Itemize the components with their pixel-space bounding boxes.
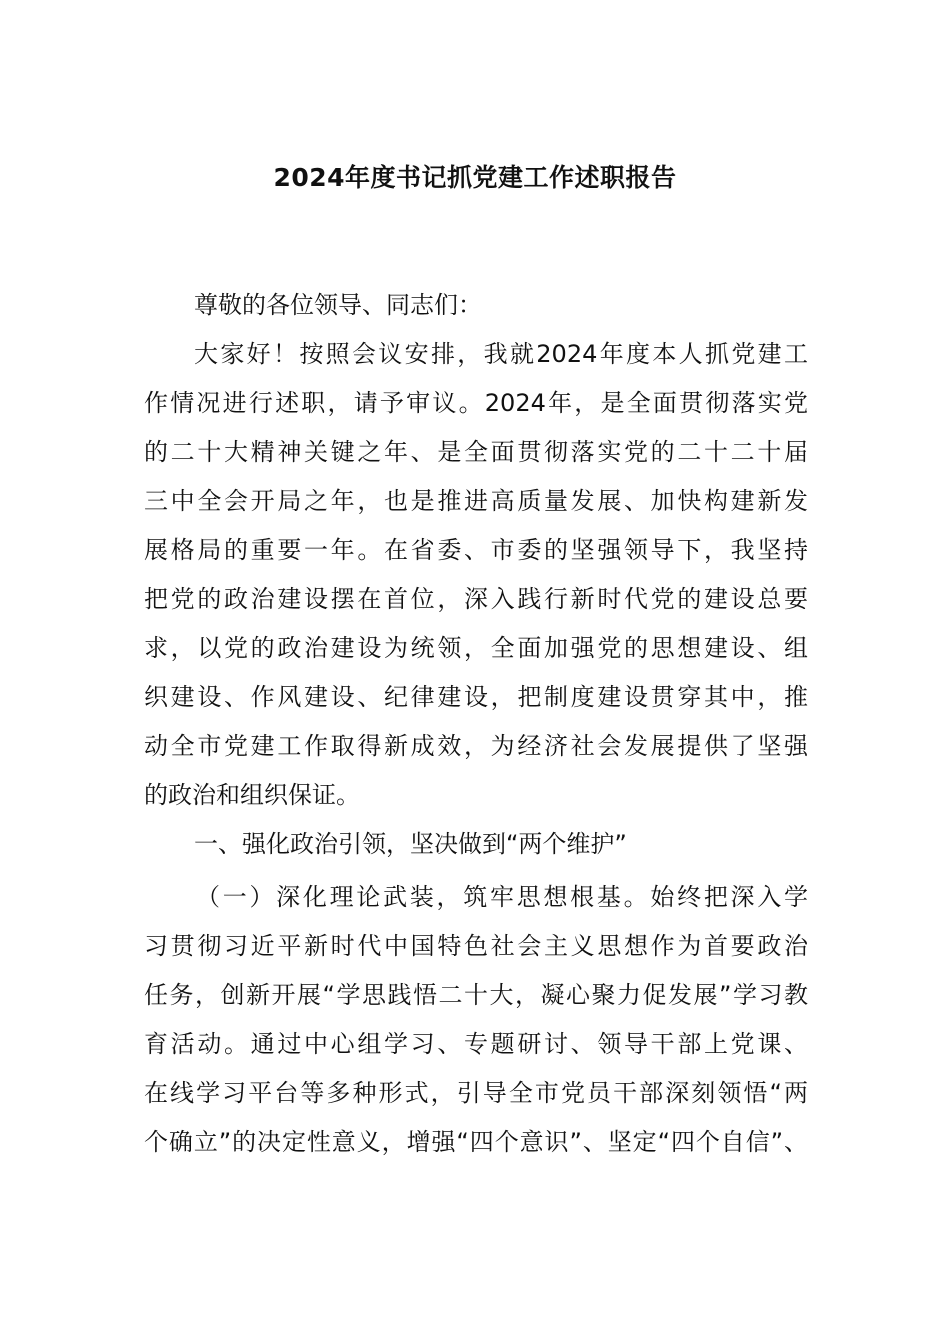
paragraph-line: 三中全会开局之年，也是推进高质量发展、加快构建新发: [144, 487, 808, 515]
paragraph-line: 育活动。通过中心组学习、专题研讨、领导干部上党课、: [144, 1030, 808, 1058]
paragraph-line: 的二十大精神关键之年、是全面贯彻落实党的二十二十届: [144, 438, 808, 466]
paragraph-line: 习贯彻习近平新时代中国特色社会主义思想作为首要政治: [144, 932, 808, 960]
section-heading: 一、强化政治引领，坚决做到“两个维护”: [194, 830, 627, 858]
paragraph-line: 个确立”的决定性意义，增强“四个意识”、坚定“四个自信”、: [144, 1128, 808, 1156]
paragraph-line: 任务，创新开展“学思践悟二十大，凝心聚力促发展”学习教: [144, 981, 808, 1009]
paragraph-line: 把党的政治建设摆在首位，深入践行新时代党的建设总要: [144, 585, 808, 613]
paragraph-line: 求，以党的政治建设为统领，全面加强党的思想建设、组: [144, 634, 808, 662]
paragraph-line: 展格局的重要一年。在省委、市委的坚强领导下，我坚持: [144, 536, 808, 564]
paragraph-line: 大家好！按照会议安排，我就2024年度本人抓党建工: [194, 340, 808, 368]
paragraph-line: 织建设、作风建设、纪律建设，把制度建设贯穿其中，推: [144, 683, 808, 711]
salutation-line: 尊敬的各位领导、同志们：: [194, 291, 482, 319]
subsection-line: （一）深化理论武装，筑牢思想根基。始终把深入学: [196, 883, 808, 911]
paragraph-line: 在线学习平台等多种形式，引导全市党员干部深刻领悟“两: [144, 1079, 808, 1107]
paragraph-line: 的政治和组织保证。: [144, 781, 360, 809]
document-title: 2024年度书记抓党建工作述职报告: [273, 163, 677, 192]
paragraph-line: 动全市党建工作取得新成效，为经济社会发展提供了坚强: [144, 732, 808, 760]
paragraph-line: 作情况进行述职，请予审议。2024年，是全面贯彻落实党: [144, 389, 808, 417]
